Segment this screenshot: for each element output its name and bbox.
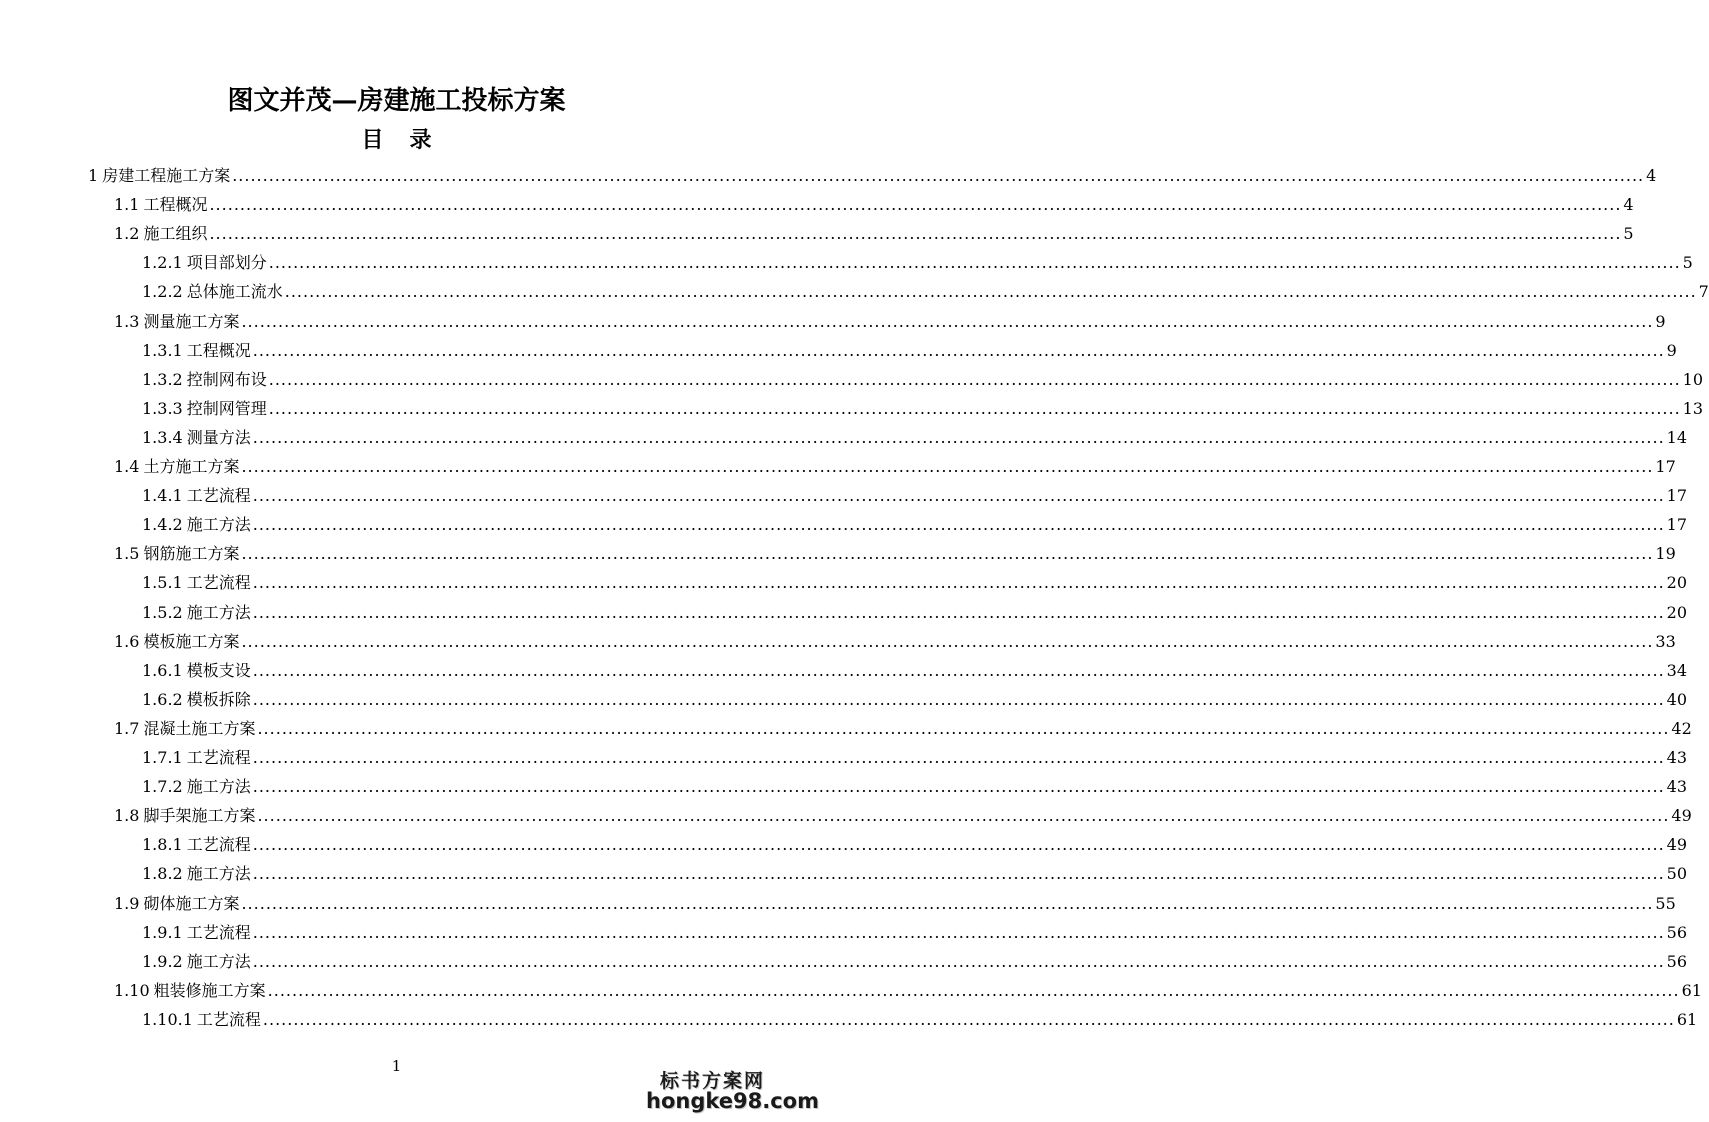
toc-entry[interactable] (114, 803, 1692, 829)
toc-leader-dots (253, 774, 1665, 800)
toc-entry-title: 项目部划分 (186, 253, 267, 273)
toc-entry-page: 5 (1623, 224, 1634, 244)
toc-entry-page: 34 (1666, 660, 1688, 680)
toc-entry-number: 1.3.3 (142, 398, 183, 418)
toc-heading (0, 123, 793, 154)
toc-entry-number: 1.4.1 (142, 486, 183, 506)
toc-entry-number: 1.7.2 (142, 777, 183, 797)
toc-entry-title: 模板支设 (186, 660, 251, 680)
page-number: 1 (391, 1057, 402, 1075)
toc-entry-page: 49 (1671, 806, 1692, 826)
toc-entry-title: 总体施工流水 (186, 282, 283, 302)
toc-entry-number: 1.5.1 (142, 573, 183, 593)
toc-entry-page: 43 (1666, 748, 1688, 767)
toc-leader-dots (253, 949, 1665, 975)
watermark-logo (640, 1066, 819, 1118)
toc-leader-dots (263, 1007, 1675, 1033)
toc-leader-dots (241, 541, 1653, 567)
toc-entry-number: 1.5 (114, 544, 140, 564)
toc-entry-number: 1.10 (114, 980, 150, 1000)
toc-entry-number: 1.10.1 (142, 1009, 193, 1029)
toc-entry[interactable] (142, 774, 1688, 800)
toc-leader-dots (269, 396, 1681, 422)
toc-entry-number: 1.3.4 (142, 427, 183, 447)
toc-entry-page: 13 (1682, 398, 1704, 418)
toc-entry-number: 1.3.2 (142, 369, 183, 389)
toc-leader-dots (253, 687, 1665, 713)
toc-entry-number: 1.2.2 (142, 282, 183, 302)
toc-entry[interactable] (142, 483, 1688, 509)
toc-entry-title: 粗装修施工方案 (153, 980, 266, 1000)
toc-entry-title: 控制网管理 (186, 398, 267, 418)
toc-leader-dots (253, 832, 1665, 858)
toc-entry-number: 1.6.1 (142, 660, 183, 680)
toc-entry-title: 施工方法 (186, 515, 251, 535)
toc-entry-page: 56 (1666, 922, 1688, 942)
toc-leader-dots (253, 512, 1665, 538)
toc-leader-dots (253, 920, 1665, 946)
toc-entry-title: 工艺流程 (186, 486, 251, 506)
toc-entry-title: 施工组织 (143, 224, 208, 244)
toc-entry[interactable] (142, 861, 1688, 887)
toc-entry[interactable] (142, 745, 1688, 771)
toc-entry[interactable] (114, 192, 1634, 218)
toc-entry[interactable] (88, 163, 1657, 189)
toc-entry-number: 1.3 (114, 311, 140, 331)
toc-entry-title: 工艺流程 (186, 748, 251, 767)
toc-entry[interactable] (114, 978, 1702, 1004)
toc-entry-number: 1.6 (114, 631, 140, 651)
toc-leader-dots (241, 891, 1653, 917)
toc-leader-dots (269, 367, 1681, 393)
watermark-text-cn: 标书方案网 (660, 1070, 766, 1092)
toc-entry[interactable] (142, 658, 1688, 684)
toc-entry[interactable] (142, 250, 1693, 276)
toc-entry-title: 测量施工方案 (143, 311, 240, 331)
toc-entry-title: 砌体施工方案 (143, 893, 240, 913)
toc-entry[interactable] (142, 512, 1688, 538)
toc-leader-dots (253, 483, 1665, 509)
toc-leader-dots (253, 570, 1665, 596)
toc-entry-title: 施工方法 (186, 864, 251, 884)
toc-leader-dots (241, 454, 1653, 480)
toc-entry-number: 1.5.2 (142, 602, 183, 622)
toc-leader-dots (253, 425, 1665, 451)
toc-entry-number: 1.7 (114, 718, 140, 738)
toc-entry-number: 1.3.1 (142, 340, 183, 360)
toc-entry-title: 模板施工方案 (143, 631, 240, 651)
toc-entry[interactable] (114, 309, 1666, 335)
toc-leader-dots (232, 163, 1644, 189)
toc-entry-page: 4 (1623, 195, 1634, 215)
toc-entry[interactable] (114, 629, 1676, 655)
toc-leader-dots (209, 192, 1621, 218)
toc-entry-page: 5 (1682, 253, 1693, 273)
toc-entry-page: 17 (1666, 515, 1688, 535)
toc-entry-number: 1.9.2 (142, 951, 183, 971)
toc-entry-page: 43 (1666, 777, 1688, 797)
watermark-text-url: hongke98.com (646, 1089, 819, 1113)
toc-entry-number: 1.7.1 (142, 748, 183, 767)
toc-entry-title: 施工方法 (186, 602, 251, 622)
toc-entry-title: 工艺流程 (186, 922, 251, 942)
toc-entry-title: 测量方法 (186, 427, 251, 447)
toc-entry-number: 1.6.2 (142, 689, 183, 709)
toc-entry[interactable] (142, 425, 1688, 451)
toc-entry[interactable] (114, 221, 1634, 247)
toc-entry[interactable] (114, 541, 1676, 567)
document-title: 图文并茂—房建施工投标方案 (227, 86, 566, 116)
toc-leader-dots (253, 861, 1665, 887)
toc-leader-dots (257, 716, 1669, 742)
toc-entry-number: 1.9 (114, 893, 140, 913)
toc-entry-number: 1.2 (114, 224, 140, 244)
toc-entry-title: 工程概况 (186, 340, 251, 360)
toc-entry[interactable] (142, 920, 1688, 946)
toc-entry[interactable] (142, 396, 1704, 422)
toc-leader-dots (253, 338, 1665, 364)
toc-entry-title: 工艺流程 (186, 835, 251, 855)
toc-entry-page: 4 (1646, 166, 1657, 185)
toc-entry-page: 10 (1682, 369, 1704, 389)
toc-entry[interactable] (142, 279, 1709, 305)
toc-entry-page: 19 (1655, 544, 1676, 564)
toc-heading-char-2: 录 (409, 127, 432, 153)
toc-entry-page: 42 (1671, 718, 1692, 738)
toc-entry-page: 14 (1666, 427, 1688, 447)
toc-entry-page: 20 (1666, 573, 1688, 593)
toc-entry-number: 1.4.2 (142, 515, 183, 535)
toc-entry-title: 模板拆除 (186, 689, 251, 709)
toc-entry[interactable] (142, 600, 1688, 626)
toc-entry-page: 61 (1681, 980, 1702, 1000)
toc-entry-number: 1.8.1 (142, 835, 183, 855)
toc-entry-page: 49 (1666, 835, 1688, 855)
toc-leader-dots (285, 279, 1697, 305)
toc-leader-dots (253, 600, 1665, 626)
toc-entry-number: 1.8.2 (142, 864, 183, 884)
toc-entry-page: 61 (1676, 1009, 1698, 1029)
toc-entry-number: 1.4 (114, 457, 140, 476)
toc-entry-page: 33 (1655, 631, 1676, 651)
toc-entry-page: 17 (1655, 457, 1676, 476)
toc-heading-char-1: 目 (361, 127, 384, 153)
toc-leader-dots (209, 221, 1621, 247)
toc-entry[interactable] (114, 891, 1676, 917)
toc-entry[interactable] (142, 338, 1677, 364)
toc-entry-number: 1.8 (114, 806, 140, 826)
toc-entry-title: 施工方法 (186, 951, 251, 971)
toc-entry[interactable] (142, 1007, 1698, 1033)
toc-entry-page: 20 (1666, 602, 1688, 622)
toc-entry-page: 9 (1655, 311, 1666, 331)
toc-entry-title: 混凝土施工方案 (143, 718, 256, 738)
toc-leader-dots (253, 658, 1665, 684)
toc-entry-title: 施工方法 (186, 777, 251, 797)
toc-entry-title: 房建工程施工方案 (102, 166, 231, 185)
toc-entry-number: 1.2.1 (142, 253, 183, 273)
toc-entry[interactable] (142, 367, 1704, 393)
toc-entry-title: 控制网布设 (186, 369, 267, 389)
toc-entry[interactable] (142, 687, 1688, 713)
toc-entry-page: 40 (1666, 689, 1688, 709)
toc-entry[interactable] (142, 949, 1688, 975)
toc-entry-number: 1.1 (114, 195, 140, 215)
toc-leader-dots (268, 978, 1680, 1004)
toc-leader-dots (241, 629, 1653, 655)
toc-entry-title: 钢筋施工方案 (143, 544, 240, 564)
toc-entry-title: 脚手架施工方案 (143, 806, 256, 826)
toc-leader-dots (269, 250, 1681, 276)
toc-entry-page: 56 (1666, 951, 1688, 971)
toc-leader-dots (241, 309, 1653, 335)
toc-entry-number: 1 (88, 166, 99, 185)
toc-entry-page: 50 (1666, 864, 1688, 884)
toc-entry-title: 土方施工方案 (143, 457, 240, 476)
toc-entry-page: 55 (1655, 893, 1676, 913)
toc-entry[interactable] (142, 832, 1688, 858)
toc-entry[interactable] (114, 454, 1676, 480)
toc-entry-title: 工艺流程 (186, 573, 251, 593)
toc-leader-dots (257, 803, 1669, 829)
toc-entry[interactable] (114, 716, 1692, 742)
toc-entry-title: 工艺流程 (196, 1009, 261, 1029)
toc-entry-title: 工程概况 (143, 195, 208, 215)
toc-entry-page: 9 (1666, 340, 1677, 360)
toc-entry[interactable] (142, 570, 1688, 596)
toc-entry-page: 7 (1698, 282, 1709, 302)
toc-entry-page: 17 (1666, 486, 1688, 506)
toc-leader-dots (253, 745, 1665, 771)
toc-entry-number: 1.9.1 (142, 922, 183, 942)
